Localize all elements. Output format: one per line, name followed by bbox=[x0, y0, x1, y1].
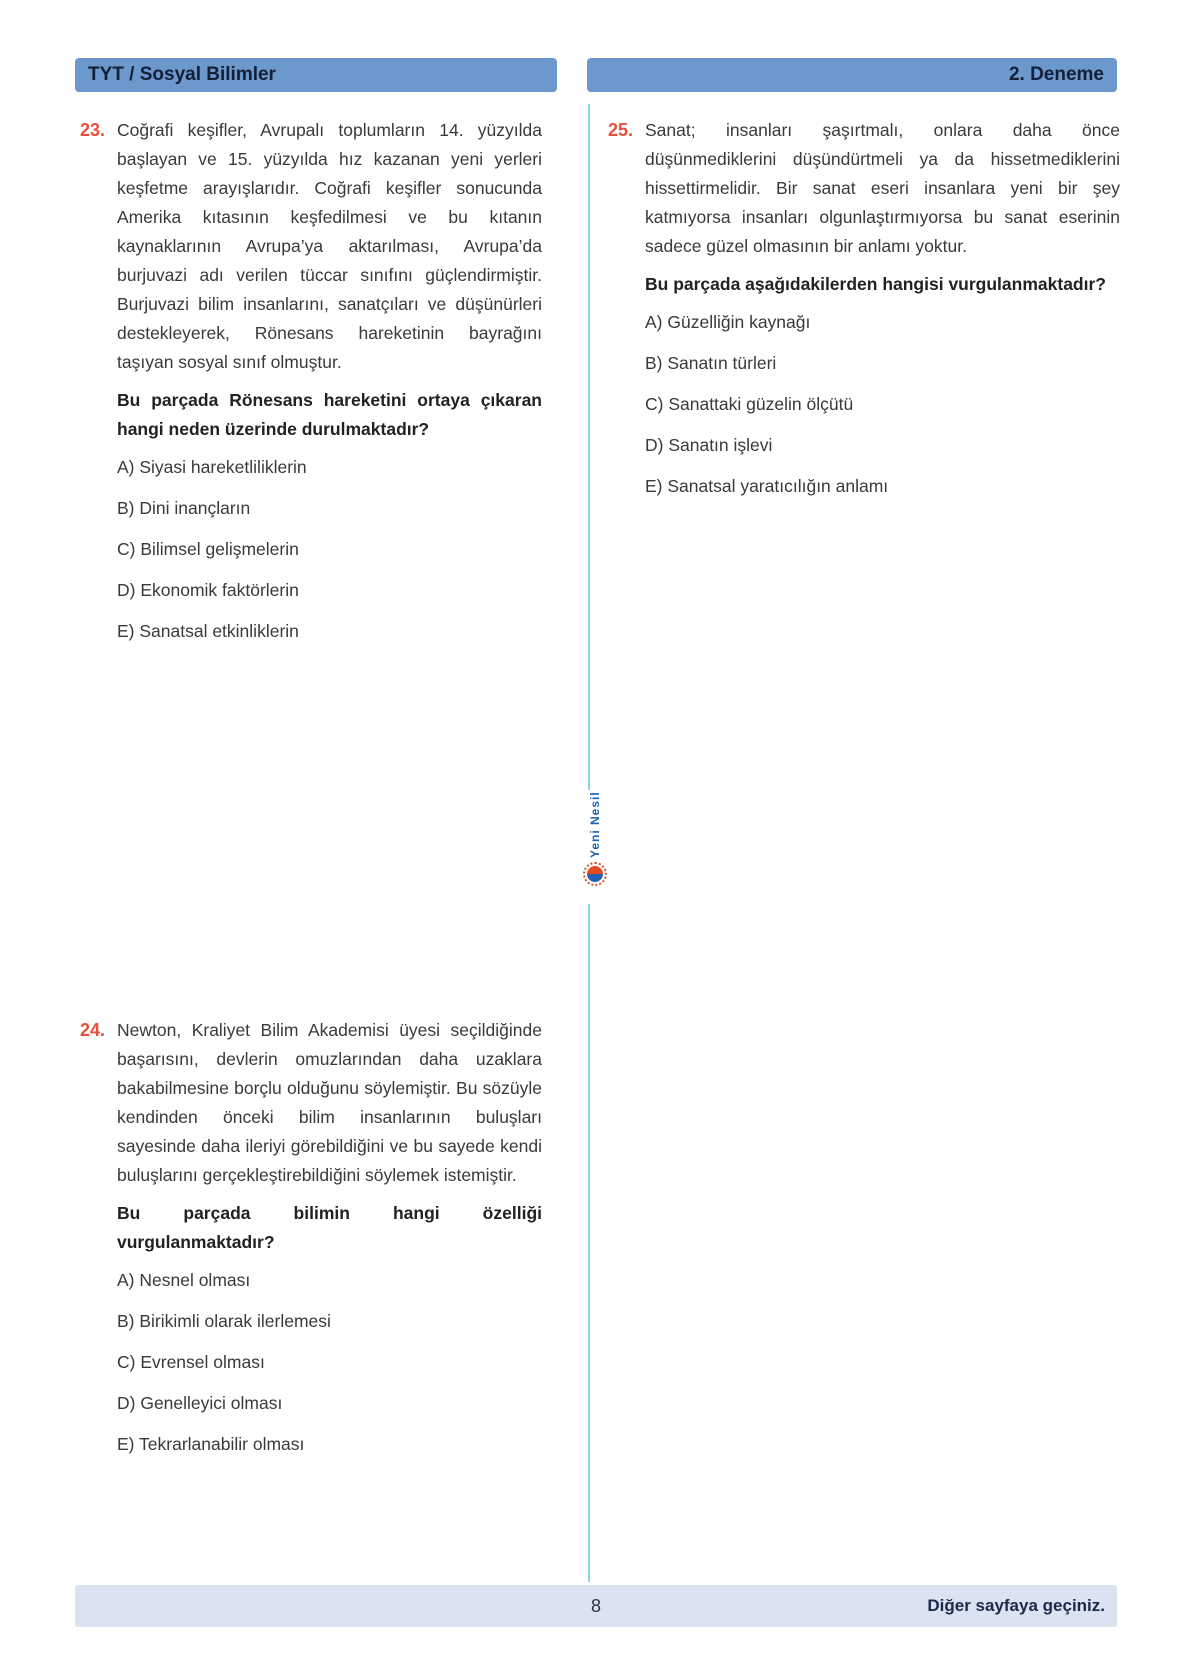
question-prompt: Bu parçada Rönesans hareketini ortaya çıkaran hangi neden üzerinde durulmaktadır? bbox=[117, 390, 542, 439]
question-body bbox=[117, 1016, 542, 1459]
publisher-logo-globe-icon bbox=[587, 866, 603, 882]
question-paragraph: Coğrafi keşifler, Avrupalı toplumların 14. yüzyılda başlayan ve 15. yüzyılda hız kazanan yeni yerleri keşfetme arayışlarıdır. Coğrafi keşifler sonucunda Amerika kıtasının keşfedilmesi ve bu kıtanın kaynaklarının Avrupa’ya aktarılması, Avrupa’da burjuvazi adı verilen tüccar sınıfını güçlendirmiştir. Burjuvazi bilim insanlarını, sanatçıları ve düşünürleri destekleyerek, Rönesans hareketinin bayrağını taşıyan sosyal sınıf olmuştur. bbox=[117, 120, 542, 372]
option-d: D) Sanatın işlevi bbox=[645, 435, 773, 455]
question-body bbox=[117, 116, 542, 646]
question-25 bbox=[608, 116, 1120, 501]
option-e: E) Tekrarlanabilir olması bbox=[117, 1434, 305, 1454]
question-body bbox=[645, 116, 1120, 501]
option-c: C) Sanattaki güzelin ölçütü bbox=[645, 394, 854, 414]
footer-bar bbox=[75, 1585, 1117, 1627]
option-a: A) Siyasi hareketliliklerin bbox=[117, 457, 307, 477]
publisher-logo-icon bbox=[583, 862, 607, 886]
exam-name: 2. Deneme bbox=[1008, 64, 1104, 85]
option-c: C) Bilimsel gelişmelerin bbox=[117, 539, 299, 559]
footer-instruction: Diğer sayfaya geçiniz. bbox=[927, 1596, 1105, 1615]
section-title: TYT / Sosyal Bilimler bbox=[88, 64, 276, 85]
header-exam-bar bbox=[587, 58, 1117, 92]
option-b: B) Sanatın türleri bbox=[645, 353, 777, 373]
option-d: D) Genelleyici olması bbox=[117, 1393, 283, 1413]
option-e: E) Sanatsal etkinliklerin bbox=[117, 621, 299, 641]
option-a: A) Güzelliğin kaynağı bbox=[645, 312, 811, 332]
question-paragraph: Sanat; insanları şaşırtmalı, onlara daha önce düşünmediklerini düşündürtmeli ya da hissetmediklerini hissettirmelidir. Bir sanat eseri insanlara yeni bir şey katmıyorsa insanları olgunlaştırmıyorsa bu sanat eserinin sadece güzel olmasının bir anlamı yoktur. bbox=[645, 120, 1120, 256]
option-e: E) Sanatsal yaratıcılığın anlamı bbox=[645, 476, 889, 496]
option-a: A) Nesnel olması bbox=[117, 1270, 251, 1290]
question-number: 23. bbox=[80, 120, 106, 140]
question-paragraph: Newton, Kraliyet Bilim Akademisi üyesi seçildiğinde başarısını, devlerin omuzlarından daha uzaklara bakabilmesine borçlu olduğunu söylemiştir. Bu sözüyle kendinden önceki bilim insanlarının buluşları sayesinde daha ileriyi görebildiğini ve bu sayede kendi buluşlarını gerçekleştirebildiğini söylemek istemiştir. bbox=[117, 1020, 542, 1185]
page-number: 8 bbox=[590, 1595, 601, 1616]
watermark-text: Yeni Nesil bbox=[588, 791, 602, 858]
publisher-watermark bbox=[564, 790, 608, 904]
question-prompt: Bu parçada bilimin hangi özelliği vurgulanmaktadır? bbox=[117, 1203, 542, 1252]
option-b: B) Dini inançların bbox=[117, 498, 251, 518]
option-d: D) Ekonomik faktörlerin bbox=[117, 580, 299, 600]
option-b: B) Birikimli olarak ilerlemesi bbox=[117, 1311, 331, 1331]
question-number: 24. bbox=[80, 1020, 106, 1040]
header-section-bar bbox=[75, 58, 557, 92]
question-number: 25. bbox=[608, 120, 634, 140]
question-23 bbox=[80, 116, 542, 646]
option-c: C) Evrensel olması bbox=[117, 1352, 265, 1372]
question-24 bbox=[80, 1016, 542, 1459]
question-prompt: Bu parçada aşağıdakilerden hangisi vurgulanmaktadır? bbox=[645, 274, 1106, 294]
